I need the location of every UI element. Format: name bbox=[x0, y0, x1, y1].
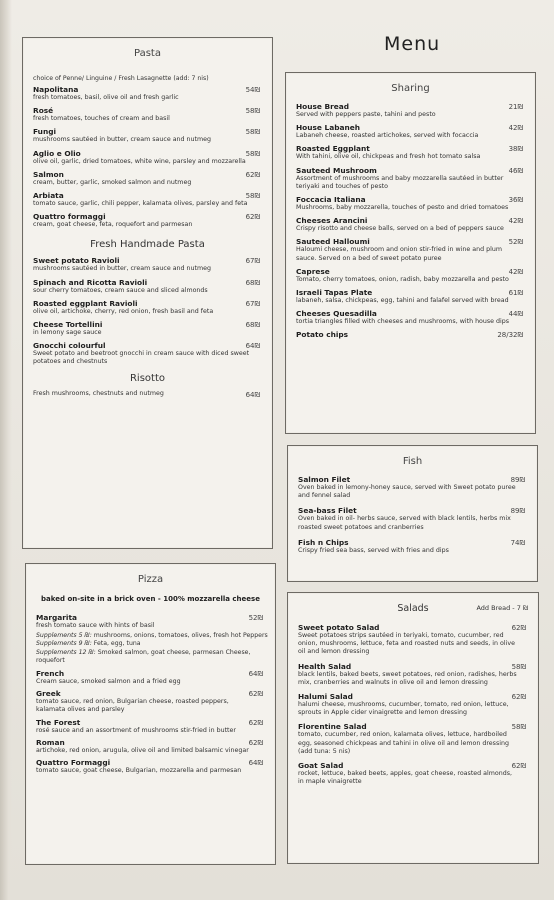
supplement-label: Supplements 9 ₪: bbox=[36, 640, 92, 648]
item-price: 54₪ bbox=[245, 86, 260, 94]
item-name: House Labaneh bbox=[296, 123, 361, 133]
item-desc: Sweet potato and beetroot gnocchi in cream sauce with diced sweet potatoes and chestnuts bbox=[33, 350, 250, 366]
page-edge-shadow bbox=[0, 0, 12, 900]
item-price: 36₪ bbox=[508, 196, 523, 205]
item-desc: in lemony sage sauce bbox=[33, 329, 102, 337]
item-price: 62₪ bbox=[511, 762, 526, 771]
menu-item bbox=[298, 623, 532, 657]
item-desc: cream, goat cheese, feta, roquefort and parmesan bbox=[33, 221, 193, 229]
menu-item bbox=[33, 320, 266, 337]
supplement-label: Supplements 12 ₪: bbox=[36, 648, 96, 656]
item-price: 42₪ bbox=[508, 124, 523, 133]
item-name: Roasted Eggplant bbox=[296, 144, 370, 154]
pasta-choice-note: choice of Penne/ Linguine / Fresh Lasagnette (add: 7 nis) bbox=[33, 75, 209, 82]
item-price: 62₪ bbox=[511, 624, 526, 632]
item-desc: fresh tomato sauce with hints of basil bbox=[36, 622, 155, 629]
item-price: 64₪ bbox=[245, 342, 260, 351]
menu-item bbox=[296, 237, 529, 262]
item-desc: Haloumi cheese, mushroom and onion stir-fried in wine and plum sauce. Served on a bed of sweet potato puree bbox=[296, 246, 503, 262]
menu-item bbox=[36, 689, 269, 714]
item-name: Margarita bbox=[36, 613, 77, 622]
item-price: 62₪ bbox=[248, 738, 263, 747]
item-desc: fresh tomatoes, basil, olive oil and fresh garlic bbox=[33, 94, 179, 101]
item-desc: mushrooms sautéed in butter, cream sauce and nutmeg bbox=[33, 265, 212, 273]
item-price: 62₪ bbox=[248, 690, 263, 699]
pasta-section bbox=[22, 37, 273, 549]
pizza-section bbox=[25, 563, 276, 865]
item-name: Rosé bbox=[33, 106, 54, 116]
item-price: 62₪ bbox=[511, 693, 526, 702]
item-name: Greek bbox=[36, 689, 61, 699]
item-price: 58₪ bbox=[245, 128, 260, 137]
risotto-desc: Fresh mushrooms, chestnuts and nutmeg bbox=[33, 389, 164, 397]
add-bread-note: Add Bread - 7 ₪ bbox=[476, 604, 528, 612]
item-desc: olive oil, artichoke, cherry, red onion, fresh basil and feta bbox=[33, 307, 214, 315]
item-desc: With tahini, olive oil, chickpeas and fresh hot tomato salsa bbox=[296, 153, 481, 161]
item-name: Foccacia Italiana bbox=[296, 195, 366, 205]
item-desc: Mushrooms, baby mozzarella, touches of pesto and dried tomatoes bbox=[296, 204, 509, 212]
item-desc: mushrooms sautéed in butter, cream sauce and nutmeg bbox=[33, 136, 212, 144]
item-name: Salmon Filet bbox=[298, 475, 351, 484]
fish-section bbox=[287, 445, 538, 582]
item-desc: sour cherry tomatoes, cream sauce and sliced almonds bbox=[33, 286, 208, 294]
item-price: 61₪ bbox=[508, 289, 523, 298]
item-price: 44₪ bbox=[508, 310, 523, 319]
risotto-title: Risotto bbox=[129, 372, 165, 384]
item-name: Arbiata bbox=[33, 191, 64, 201]
item-desc: tomato sauce, garlic, chili pepper, kalamata olives, parsley and feta bbox=[33, 200, 248, 208]
item-desc: tomato sauce, red onion, Bulgarian cheese, roasted peppers, kalamata olives and parsley bbox=[36, 698, 229, 714]
item-desc: fresh tomatoes, touches of cream and basil bbox=[33, 115, 170, 123]
item-price: 46₪ bbox=[508, 166, 523, 175]
item-price: 58₪ bbox=[511, 723, 526, 732]
menu-item bbox=[33, 299, 266, 316]
item-name: Goat Salad bbox=[298, 761, 344, 771]
fish-title: Fish bbox=[402, 456, 423, 467]
item-name: Health Salad bbox=[298, 661, 352, 671]
item-desc: Tomato, cherry tomatoes, onion, radish, baby mozzarella and pesto bbox=[296, 275, 509, 283]
item-desc: Sweet potatoes strips sautéed in teriyaki, tomato, cucumber, red onion, mushrooms, lettuce, feta and roasted nuts and seeds, in olive oil and lemon dressing bbox=[298, 632, 515, 656]
item-price: 67₪ bbox=[245, 257, 260, 266]
item-desc: rocket, lettuce, baked beets, apples, goat cheese, roasted almonds, in maple vinaigrette bbox=[298, 770, 513, 786]
menu-item bbox=[33, 149, 266, 166]
menu-item bbox=[36, 738, 269, 755]
menu-item bbox=[296, 144, 529, 161]
item-price: 52₪ bbox=[248, 614, 263, 622]
menu-item bbox=[33, 127, 266, 144]
supplement-line bbox=[36, 649, 269, 665]
menu-title: Menu bbox=[384, 33, 441, 55]
item-name: Potato chips bbox=[296, 330, 349, 340]
handmade-pasta-title: Fresh Handmade Pasta bbox=[90, 239, 205, 251]
supplement-value: mushrooms, onions, tomatoes, olives, fresh hot Peppers bbox=[93, 632, 268, 640]
item-name: Sweet potato Salad bbox=[298, 623, 380, 632]
item-name: Halumi Salad bbox=[298, 692, 353, 702]
item-name: French bbox=[36, 669, 65, 679]
item-price: 89₪ bbox=[510, 507, 525, 516]
menu-item bbox=[296, 288, 529, 305]
menu-item bbox=[298, 506, 531, 531]
item-name: Sweet potato Ravioli bbox=[33, 256, 120, 266]
salads-section bbox=[287, 592, 539, 864]
menu-item bbox=[33, 256, 266, 273]
menu-item bbox=[298, 475, 531, 500]
item-name: Aglio e Olio bbox=[33, 148, 81, 158]
item-price: 62₪ bbox=[248, 718, 263, 727]
item-price: 28/32₪ bbox=[497, 331, 523, 340]
item-name: Caprese bbox=[296, 266, 330, 276]
item-name: Quattro Formaggi bbox=[36, 758, 111, 768]
menu-item bbox=[36, 758, 269, 775]
item-desc: black lentils, baked beets, sweet potatoes, red onion, radishes, herbs mix, cranberries and walnuts in olive oil and lemon dressing bbox=[298, 670, 517, 686]
item-name: Napolitana bbox=[33, 85, 79, 94]
salads-title: Salads bbox=[397, 603, 429, 614]
item-desc: tortia triangles filled with cheeses and mushrooms, with house dips bbox=[296, 318, 510, 326]
sharing-section bbox=[285, 72, 536, 434]
menu-item bbox=[33, 191, 266, 208]
item-desc: Oven baked in lemony-honey sauce, served with Sweet potato puree and fennel salad bbox=[298, 484, 516, 500]
item-name: Gnocchi colourful bbox=[33, 341, 106, 351]
item-price: 52₪ bbox=[508, 238, 523, 247]
supplement-value: Feta, egg, tuna bbox=[93, 640, 141, 648]
item-name: Israeli Tapas Plate bbox=[296, 288, 373, 298]
item-name: Roman bbox=[36, 737, 65, 747]
item-desc: tomato sauce, goat cheese, Bulgarian, mozzarella and parmesan bbox=[36, 767, 242, 775]
item-desc: Served with peppers paste, tahini and pesto bbox=[296, 111, 436, 118]
item-desc: olive oil, garlic, dried tomatoes, white wine, parsley and mozzarella bbox=[33, 157, 246, 165]
risotto-price: 64₪ bbox=[245, 390, 260, 399]
menu-item bbox=[296, 195, 529, 212]
item-name: The Forest bbox=[36, 717, 81, 727]
item-desc: Assortment of mushrooms and baby mozzarella sautéed in butter teriyaki and touches of pesto bbox=[296, 174, 504, 190]
menu-item bbox=[36, 718, 269, 735]
item-desc: halumi cheese, mushrooms, cucumber, tomato, red onion, lettuce, sprouts in Apple cider vinaigrette and lemon dressing bbox=[298, 701, 509, 717]
pasta-title: Pasta bbox=[134, 48, 161, 59]
item-desc: Labaneh cheese, roasted artichokes, served with focaccia bbox=[296, 132, 479, 140]
item-name: House Bread bbox=[296, 102, 350, 111]
sharing-title: Sharing bbox=[391, 83, 430, 94]
item-name: Fish n Chips bbox=[298, 537, 349, 547]
menu-item bbox=[36, 669, 269, 686]
item-desc: Oven baked in oil- herbs sauce, served with black lentils, herbs mix roasted sweet potatoes and cranberries bbox=[298, 515, 511, 531]
item-desc: Crispy fried sea bass, served with fries and dips bbox=[298, 546, 449, 554]
menu-item bbox=[33, 278, 266, 295]
item-price: 67₪ bbox=[245, 299, 260, 308]
item-price: 68₪ bbox=[245, 278, 260, 287]
item-name: Sauteed Mushroom bbox=[296, 165, 377, 175]
item-name: Quattro formaggi bbox=[33, 212, 106, 222]
item-name: Cheese Tortellini bbox=[33, 320, 103, 330]
item-desc: labaneh, salsa, chickpeas, egg, tahini and falafel served with bread bbox=[296, 297, 509, 305]
item-price: 68₪ bbox=[245, 321, 260, 330]
menu-item bbox=[298, 662, 532, 687]
pizza-note: baked on-site in a brick oven - 100% mozzarella cheese bbox=[41, 595, 260, 603]
item-price: 58₪ bbox=[245, 149, 260, 158]
menu-item bbox=[296, 309, 529, 326]
item-desc: rosé sauce and an assortment of mushrooms stir-fried in butter bbox=[36, 726, 236, 734]
item-price: 62₪ bbox=[245, 170, 260, 179]
item-price: 21₪ bbox=[508, 103, 523, 111]
item-name: Sea-bass Filet bbox=[298, 506, 357, 516]
item-price: 58₪ bbox=[245, 107, 260, 116]
menu-item bbox=[33, 390, 266, 398]
menu-item bbox=[33, 85, 266, 102]
item-price: 89₪ bbox=[510, 476, 525, 484]
item-price: 74₪ bbox=[510, 538, 525, 547]
menu-item bbox=[298, 692, 532, 717]
item-name: Sauteed Halloumi bbox=[296, 237, 370, 247]
item-desc: artichoke, red onion, arugula, olive oil and limited balsamic vinegar bbox=[36, 746, 249, 754]
item-price: 58₪ bbox=[511, 662, 526, 671]
item-name: Spinach and Ricotta Ravioli bbox=[33, 277, 148, 287]
menu-item bbox=[296, 330, 529, 339]
item-name: Florentine Salad bbox=[298, 722, 367, 732]
menu-item bbox=[298, 761, 532, 786]
menu-item bbox=[36, 613, 269, 630]
item-price: 42₪ bbox=[508, 267, 523, 276]
item-name: Salmon bbox=[33, 169, 64, 179]
menu-item bbox=[296, 216, 529, 233]
supplement-label: Supplements 5 ₪: bbox=[36, 632, 92, 640]
item-price: 62₪ bbox=[245, 213, 260, 222]
menu-item bbox=[296, 102, 529, 119]
item-price: 38₪ bbox=[508, 145, 523, 154]
item-desc: Cream sauce, smoked salmon and a fried egg bbox=[36, 678, 181, 686]
menu-item bbox=[296, 123, 529, 140]
pizza-title: Pizza bbox=[137, 574, 164, 585]
menu-item bbox=[33, 170, 266, 187]
menu-item bbox=[33, 341, 266, 366]
menu-item bbox=[296, 166, 529, 191]
item-price: 64₪ bbox=[248, 670, 263, 679]
menu-item bbox=[33, 106, 266, 123]
item-desc: Crispy risotto and cheese balls, served on a bed of peppers sauce bbox=[296, 225, 504, 233]
item-price: 64₪ bbox=[248, 759, 263, 768]
item-name: Cheeses Quesadilla bbox=[296, 309, 377, 319]
item-price: 42₪ bbox=[508, 217, 523, 226]
item-name: Fungi bbox=[33, 127, 57, 137]
menu-item bbox=[33, 212, 266, 229]
menu-item bbox=[296, 267, 529, 284]
item-desc: cream, butter, garlic, smoked salmon and nutmeg bbox=[33, 178, 192, 186]
menu-item bbox=[298, 722, 532, 756]
item-name: Roasted eggplant Ravioli bbox=[33, 298, 138, 308]
item-desc: tomato, cucumber, red onion, kalamata olives, lettuce, hardboiled egg, seasoned chickpeas and tahini in olive oil and lemon dressing (add tuna: 5 nis) bbox=[298, 731, 509, 755]
supplement-line bbox=[36, 640, 269, 648]
supplement-value: Smoked salmon, goat cheese, parmesan Cheese, roquefort bbox=[36, 648, 251, 664]
item-name: Cheeses Arancini bbox=[296, 216, 368, 226]
menu-item bbox=[298, 538, 531, 555]
item-price: 58₪ bbox=[245, 192, 260, 201]
